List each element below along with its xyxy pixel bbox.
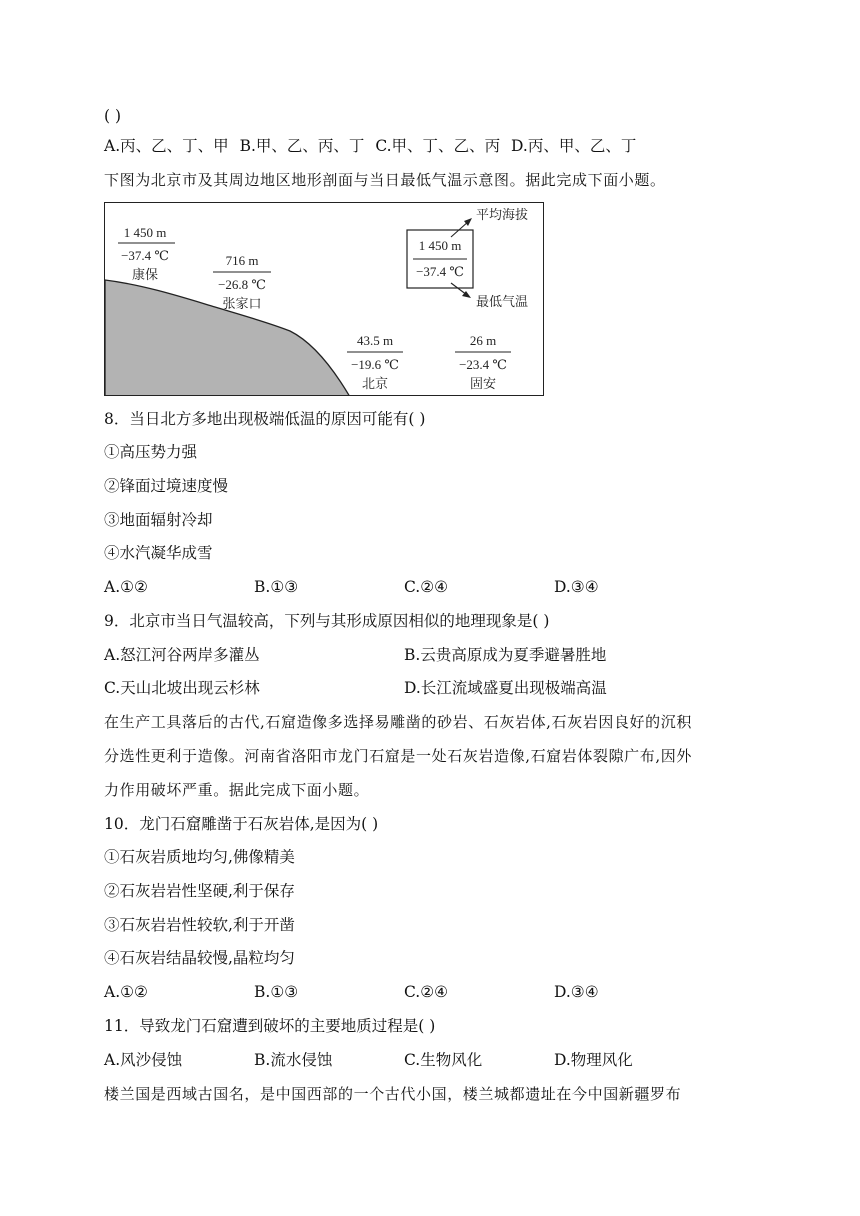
q8-stem: 8．当日北方多地出现极端低温的原因可能有( ) <box>104 410 426 428</box>
q8-option-d: D.③④ <box>554 578 599 596</box>
station-name: 固安 <box>469 377 497 392</box>
station-beijing <box>347 333 403 392</box>
q8-option-b: B.①③ <box>254 578 299 596</box>
station-zhangjiakou <box>213 253 271 312</box>
terrain-profile-svg <box>105 203 544 396</box>
q11-option-d: D.物理风化 <box>554 1051 633 1069</box>
q9-option-b: B.云贵高原成为夏季避暑胜地 <box>404 646 607 664</box>
q10-item-2: ②石灰岩岩性坚硬,利于保存 <box>104 882 295 900</box>
station-guan <box>455 333 511 392</box>
q11-option-a: A.风沙侵蚀 <box>104 1051 183 1069</box>
q8-item-1: ①高压势力强 <box>104 443 198 461</box>
station-kangbao <box>118 225 175 283</box>
station-name: 张家口 <box>222 297 262 312</box>
q10-option-b: B.①③ <box>254 983 299 1001</box>
terrain-profile-figure <box>104 202 544 396</box>
q8-item-3: ③地面辐射冷却 <box>104 511 213 529</box>
figure-legend <box>407 207 528 310</box>
q10-stem: 10．龙门石窟雕凿于石灰岩体,是因为( ) <box>104 815 379 833</box>
q8-option-a: A.①② <box>104 578 148 596</box>
legend-temp: −37.4 ℃ <box>416 264 464 279</box>
q9-option-a: A.怒江河谷两岸多灌丛 <box>104 646 260 664</box>
passage-2-line-3: 力作用破坏严重。据此完成下面小题。 <box>104 781 370 799</box>
station-elevation: 26 m <box>469 333 497 348</box>
q7-options <box>104 136 636 156</box>
station-elevation: 43.5 m <box>356 333 394 348</box>
station-name: 康保 <box>131 268 159 283</box>
q8-item-2: ②锋面过境速度慢 <box>104 477 229 495</box>
figure-intro: 下图为北京市及其周边地区地形剖面与当日最低气温示意图。据此完成下面小题。 <box>104 171 666 189</box>
q10-option-c: C.②④ <box>404 983 449 1001</box>
station-min-temp: −26.8 ℃ <box>218 277 266 292</box>
station-min-temp: −37.4 ℃ <box>121 248 169 263</box>
passage-3-line-1: 楼兰国是西域古国名，是中国西部的一个古代小国，楼兰城都遗址在今中国新疆罗布 <box>104 1085 682 1103</box>
q10-item-4: ④石灰岩结晶较慢,晶粒均匀 <box>104 949 295 967</box>
station-min-temp: −19.6 ℃ <box>351 357 399 372</box>
station-name: 北京 <box>361 377 389 392</box>
q10-option-d: D.③④ <box>554 983 599 1001</box>
legend-temp-label: 最低气温 <box>476 295 529 310</box>
q10-item-3: ③石灰岩岩性较软,利于开凿 <box>104 916 295 934</box>
passage-2-line-2: 分选性更利于造像。河南省洛阳市龙门石窟是一处石灰岩造像,石窟岩体裂隙广布,因外 <box>104 747 692 765</box>
q11-option-b: B.流水侵蚀 <box>254 1051 333 1069</box>
q10-item-1: ①石灰岩质地均匀,佛像精美 <box>104 848 295 866</box>
q11-stem: 11．导致龙门石窟遭到破坏的主要地质过程是( ) <box>104 1017 436 1035</box>
q7-option-b: B.甲、乙、丙、丁 <box>239 137 365 155</box>
station-elevation: 1 450 m <box>123 225 167 240</box>
q9-option-d: D.长江流域盛夏出现极端高温 <box>404 679 607 697</box>
passage-2-line-1: 在生产工具落后的古代,石窟造像多选择易雕凿的砂岩、石灰岩体,石灰岩因良好的沉积 <box>104 713 692 731</box>
q10-option-a: A.①② <box>104 983 148 1001</box>
q9-stem: 9．北京市当日气温较高，下列与其形成原因相似的地理现象是( ) <box>104 612 550 630</box>
legend-elevation: 1 450 m <box>418 238 462 253</box>
legend-elevation-label: 平均海拔 <box>476 208 529 223</box>
q8-item-4: ④水汽凝华成雪 <box>104 544 213 562</box>
q7-option-c: C.甲、丁、乙、丙 <box>375 137 501 155</box>
q8-option-c: C.②④ <box>404 578 449 596</box>
station-min-temp: −23.4 ℃ <box>459 357 507 372</box>
q9-option-c: C.天山北坡出现云杉林 <box>104 679 260 697</box>
q11-option-c: C.生物风化 <box>404 1051 483 1069</box>
q7-option-a: A.丙、乙、丁、甲 <box>104 137 229 155</box>
q7-option-d: D.丙、甲、乙、丁 <box>511 137 637 155</box>
station-elevation: 716 m <box>225 253 259 268</box>
q7-answer-blank: ( ) <box>104 107 122 125</box>
